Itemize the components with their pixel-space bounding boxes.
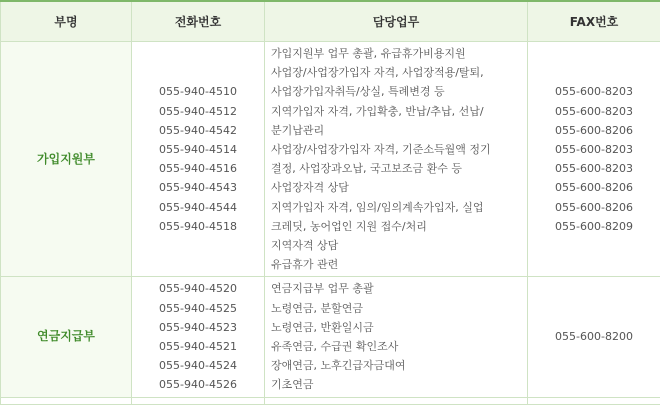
- dept-name: 가입지원부: [1, 42, 132, 277]
- duty-line: 지역가입자 자격, 임의/임의계속가입자, 실업: [271, 200, 484, 214]
- phone-number: 055-940-4510: [159, 85, 237, 99]
- duty-line: 기초연금: [271, 378, 314, 392]
- table-row: [1, 277, 660, 397]
- duty-list: [265, 42, 528, 277]
- fax-number: 055-600-8203: [555, 143, 633, 157]
- phone-number: 055-940-4526: [159, 378, 237, 392]
- duty-line: 사업장/사업장가입자 자격, 사업장적용/탈퇴,: [271, 66, 484, 80]
- phone-number: 055-940-4523: [159, 320, 237, 334]
- duty-line: 유족연금, 수급권 확인조사: [271, 340, 399, 354]
- duty-line: 가입지원부 업무 총괄, 유급휴가비용지원: [271, 47, 466, 60]
- header-phone: 전화번호: [132, 1, 265, 42]
- header-row: [1, 1, 660, 42]
- table-row: [1, 42, 660, 277]
- phone-number: 055-940-4543: [159, 181, 237, 195]
- duty-line: 지역가입자 자격, 가입확충, 반납/추납, 선납/: [271, 104, 484, 118]
- header-duty: 담당업무: [265, 1, 528, 42]
- phone-number: 055-940-4514: [159, 143, 237, 157]
- phone-number: 055-940-4525: [159, 301, 237, 315]
- header-dept: 부명: [1, 1, 132, 42]
- header-fax: FAX번호: [528, 1, 660, 42]
- fax-number: 055-600-8206: [555, 123, 633, 137]
- duty-line: 노령연금, 분할연금: [271, 301, 364, 315]
- duty-line: 사업장/사업장가입자 자격, 기준소득월액 정기: [271, 143, 491, 157]
- duty-line: 연금지급부 업무 총괄: [271, 282, 374, 296]
- phone-list: [132, 42, 265, 277]
- duty-line: 크레딧, 농어업인 지원 접수/처리: [271, 219, 427, 233]
- duty-list: [265, 277, 528, 397]
- phone-number: 055-940-4542: [159, 123, 237, 137]
- fax-number: 055-600-8200: [555, 330, 633, 344]
- table-row: [1, 397, 660, 404]
- duty-line: 지역자격 상담: [271, 239, 339, 253]
- duty-line: 유급휴가 관련: [271, 258, 339, 272]
- phone-number: 055-940-4516: [159, 162, 237, 176]
- phone-number: 055-940-4524: [159, 359, 237, 373]
- empty-cell: [1, 397, 132, 404]
- phone-number: 055-940-4520: [159, 282, 237, 296]
- fax-number: 055-600-8206: [555, 181, 633, 195]
- duty-line: 장애연금, 노후긴급자금대여: [271, 359, 406, 373]
- phone-list: [132, 277, 265, 397]
- fax-list: [528, 42, 660, 277]
- empty-cell: [528, 397, 660, 404]
- dept-name: 연금지급부: [1, 277, 132, 397]
- phone-number: 055-940-4512: [159, 104, 237, 118]
- fax-number: 055-600-8203: [555, 162, 633, 176]
- fax-number: 055-600-8203: [555, 104, 633, 118]
- duty-line: 결정, 사업장과오납, 국고보조금 환수 등: [271, 162, 462, 176]
- duty-line: 노령연금, 반환일시금: [271, 320, 374, 334]
- duty-line: 분기납관리: [271, 123, 325, 137]
- duty-line: 사업장가입자취득/상실, 특례변경 등: [271, 85, 445, 99]
- empty-cell: [132, 397, 265, 404]
- phone-number: 055-940-4544: [159, 200, 237, 214]
- fax-number: 055-600-8206: [555, 200, 633, 214]
- fax-number: 055-600-8203: [555, 85, 633, 99]
- fax-number: 055-600-8209: [555, 219, 633, 233]
- phone-number: 055-940-4521: [159, 340, 237, 354]
- fax-list: [528, 277, 660, 397]
- phone-number: 055-940-4518: [159, 219, 237, 233]
- duty-line: 사업장자격 상담: [271, 181, 349, 195]
- empty-cell: [265, 397, 528, 404]
